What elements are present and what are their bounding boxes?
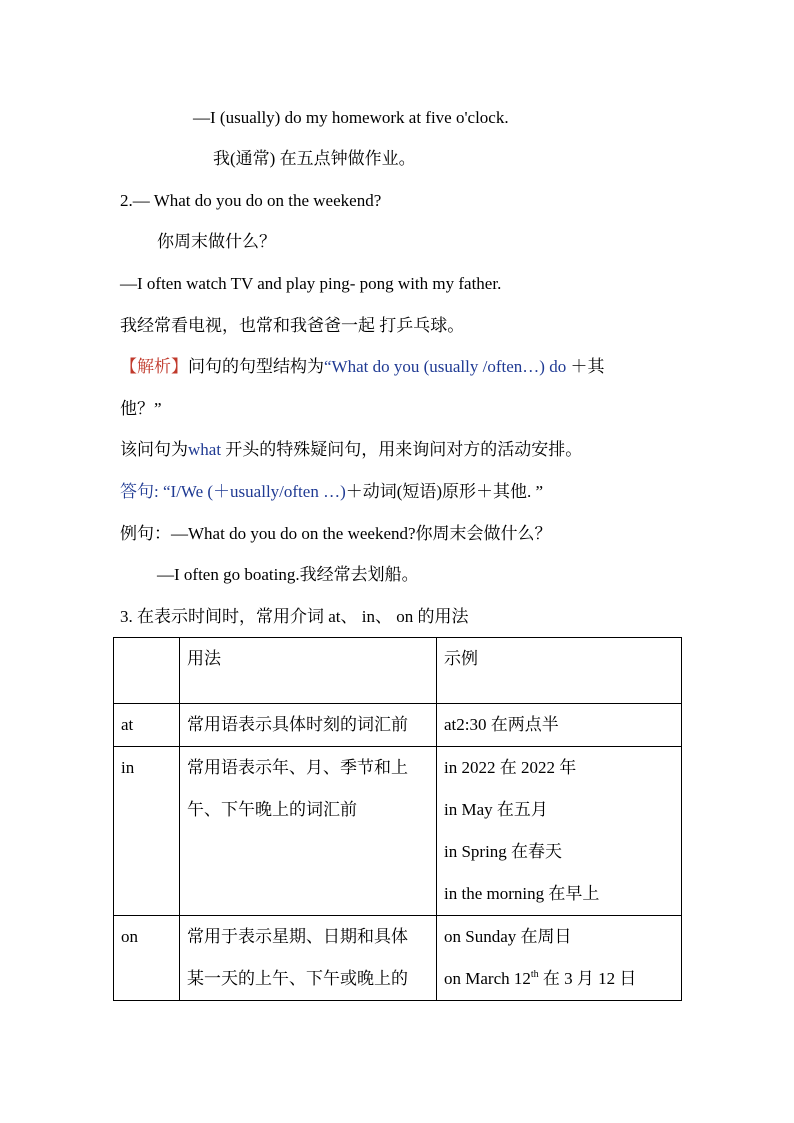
usage-line: 常用于表示星期、日期和具体 — [187, 927, 408, 946]
example-line: in the morning 在早上 — [444, 884, 600, 903]
question-2: 2.— What do you do on the weekend? — [120, 191, 382, 210]
example-answer-line: —I (usually) do my homework at five o'clock. — [193, 108, 509, 127]
explanation-text-b: 开头的特殊疑问句，用来询问对方的活动安排。 — [221, 440, 583, 459]
explanation-keyword: what — [188, 440, 222, 459]
table-row — [114, 916, 682, 1001]
analysis-line — [120, 356, 604, 378]
usage-line: 午、下午晚上的词汇前 — [187, 800, 357, 819]
example-line: in 2022 在 2022 年 — [444, 758, 577, 777]
example-line: in Spring 在春天 — [444, 842, 563, 861]
prep-cell: in — [114, 747, 180, 916]
example-sentence: 例句：—What do you do on the weekend?你周末会做什么？ — [120, 524, 552, 543]
table-header-cell: 示例 — [437, 638, 682, 704]
usage-cell — [180, 704, 437, 747]
table-row — [114, 747, 682, 916]
analysis-line-cont: 他？” — [120, 399, 162, 418]
ordinal-suffix: th — [530, 969, 539, 980]
example-line: in May 在五月 — [444, 800, 548, 819]
answer-2: —I often watch TV and play ping- pong with my father. — [120, 274, 502, 293]
usage-line: 常用语表示具体时刻的词汇前 — [187, 715, 408, 734]
example-text: on March 12 — [444, 969, 531, 988]
example-line: at2:30 在两点半 — [444, 715, 559, 734]
answer-label: 答句: — [120, 482, 163, 501]
answer-pattern — [120, 481, 543, 503]
answer-2-translation: 我经常看电视，也常和我爸爸一起 打乒乓球。 — [120, 316, 465, 335]
example-line — [444, 958, 681, 1000]
prep-cell: on — [114, 916, 180, 1001]
example-line: on Sunday 在周日 — [444, 927, 572, 946]
answer-pattern-cn: ＋动词(短语)原形＋其他. ” — [345, 482, 544, 501]
table-header-cell: 用法 — [180, 638, 437, 704]
example-cell — [437, 704, 682, 747]
example-answer-translation: 我(通常) 在五点钟做作业。 — [213, 149, 416, 168]
analysis-text: 问句的句型结构为 — [188, 357, 324, 376]
example-cell — [437, 916, 682, 1001]
example-text: 在 3 月 12 日 — [538, 969, 637, 988]
usage-cell — [180, 916, 437, 1001]
answer-pattern-en: “I/We (＋usually/often …) — [162, 482, 346, 501]
section-3-heading: 3. 在表示时间时，常用介词 at、 in、 on 的用法 — [120, 607, 469, 626]
explanation-text-a: 该问句为 — [120, 440, 188, 459]
table-header-row — [114, 638, 682, 704]
analysis-tag: 【解析】 — [120, 357, 188, 376]
question-explanation — [120, 439, 582, 461]
table-header-cell — [114, 638, 180, 704]
prep-cell: at — [114, 704, 180, 747]
example-cell — [437, 747, 682, 916]
usage-cell — [180, 747, 437, 916]
question-2-translation: 你周末做什么？ — [157, 232, 276, 251]
analysis-pattern: “What do you (usually /often…) do — [324, 357, 571, 376]
analysis-tail: ＋其 — [570, 357, 605, 376]
example-sentence-answer: —I often go boating.我经常去划船。 — [157, 565, 419, 584]
usage-line: 某一天的上午、下午或晚上的 — [187, 969, 408, 988]
table-row — [114, 704, 682, 747]
usage-line: 常用语表示年、月、季节和上 — [187, 758, 408, 777]
preposition-table — [113, 637, 682, 1001]
